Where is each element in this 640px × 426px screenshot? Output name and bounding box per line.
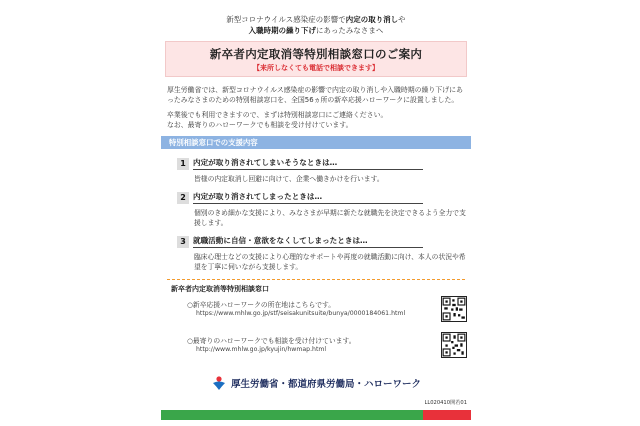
body-paragraph-1: 厚生労働省では、新型コロナウイルス感染症の影響で内定の取り消しや入職時期の繰り下げにあったみなさまのための特別相談窓口を、全国56ヵ所の新卒応援ハローワークに設置しました。 — [167, 86, 463, 104]
page-subtitle: 【来所しなくても電話で相談できます】 — [253, 64, 379, 72]
contact-title: 新卒者内定取消等特別相談窓口 — [171, 285, 269, 293]
support-item-number: 2 — [177, 192, 189, 204]
bottom-color-band — [161, 410, 471, 420]
contact-entry-2-url[interactable]: http://www.mhlw.go.jp/kyujin/hwmap.html — [196, 346, 327, 353]
support-item-number: 1 — [177, 158, 189, 170]
intro-line1-suffix: や — [398, 15, 406, 24]
qr-code-icon — [441, 332, 467, 358]
support-item-desc: 臨床心理士などの支援により心理的なサポートや再度の就職活動に向け、本人の状況や希望を丁寧に伺いながら支援します。 — [194, 253, 466, 271]
footer-org: 厚生労働省・都道府県労働局・ハローワーク — [230, 379, 421, 390]
flyer-page — [161, 8, 471, 420]
footer-logo-row — [161, 374, 471, 392]
body-text — [167, 85, 465, 130]
support-item-title: 内定が取り消されてしまいそうなときは… — [193, 157, 423, 170]
document-code: LL020410開若01 — [424, 400, 467, 406]
section-header: 特別相談窓口での支援内容 — [161, 136, 471, 149]
support-items — [177, 157, 471, 272]
support-item-desc: 皆様の内定取消し回避に向けて、企業へ働きかけを行います。 — [194, 175, 384, 183]
title-box — [165, 41, 467, 77]
support-item-title: 内定が取り消されてしまったときは… — [193, 191, 423, 204]
support-item-3 — [177, 235, 471, 272]
support-item-head — [177, 157, 471, 170]
support-item-head — [177, 191, 471, 204]
intro-text — [161, 14, 471, 36]
support-item-number: 3 — [177, 236, 189, 248]
contact-entry-1-url[interactable]: https://www.mhlw.go.jp/stf/seisakunitsuite/bunya/0000184061.html — [196, 310, 406, 317]
contact-entry-2 — [187, 336, 471, 366]
qr-code-icon — [441, 296, 467, 322]
band-red — [423, 410, 471, 420]
intro-line2-bold: 入職時期の繰り下げ — [248, 26, 317, 35]
contact-entry-1 — [187, 300, 471, 330]
intro-line1-prefix: 新型コロナウイルス感染症の影響で — [226, 15, 346, 24]
contact-entry-1-text: ○新卒応援ハローワークの所在地はこちらです。 — [187, 301, 336, 309]
intro-line2-suffix: にあったみなさまへ — [316, 26, 384, 35]
support-item-1 — [177, 157, 471, 184]
page-title: 新卒者内定取消等特別相談窓口のご案内 — [209, 47, 423, 61]
body-paragraph-2-line2: なお、最寄りのハローワークでも相談を受け付けています。 — [167, 121, 353, 129]
mhlw-logo-icon — [211, 375, 227, 391]
support-item-2 — [177, 191, 471, 228]
support-item-head — [177, 235, 471, 248]
support-item-desc: 個別のきめ細かな支援により、みなさまが早期に新たな就職先を決定できるよう全力で支援します。 — [194, 209, 466, 227]
body-paragraph-2-line1: 卒業後でも利用できますので、まずは特別相談窓口にご連絡ください。 — [167, 111, 388, 119]
body-paragraph-2 — [167, 110, 465, 130]
intro-line1-bold: 内定の取り消し — [345, 15, 399, 24]
contact-entry-2-text: ○最寄りのハローワークでも相談を受け付けています。 — [187, 337, 356, 345]
support-item-title: 就職活動に自信・意欲をなくしてしまったときは… — [193, 235, 423, 248]
dashed-divider — [167, 279, 465, 280]
band-green — [161, 410, 423, 420]
